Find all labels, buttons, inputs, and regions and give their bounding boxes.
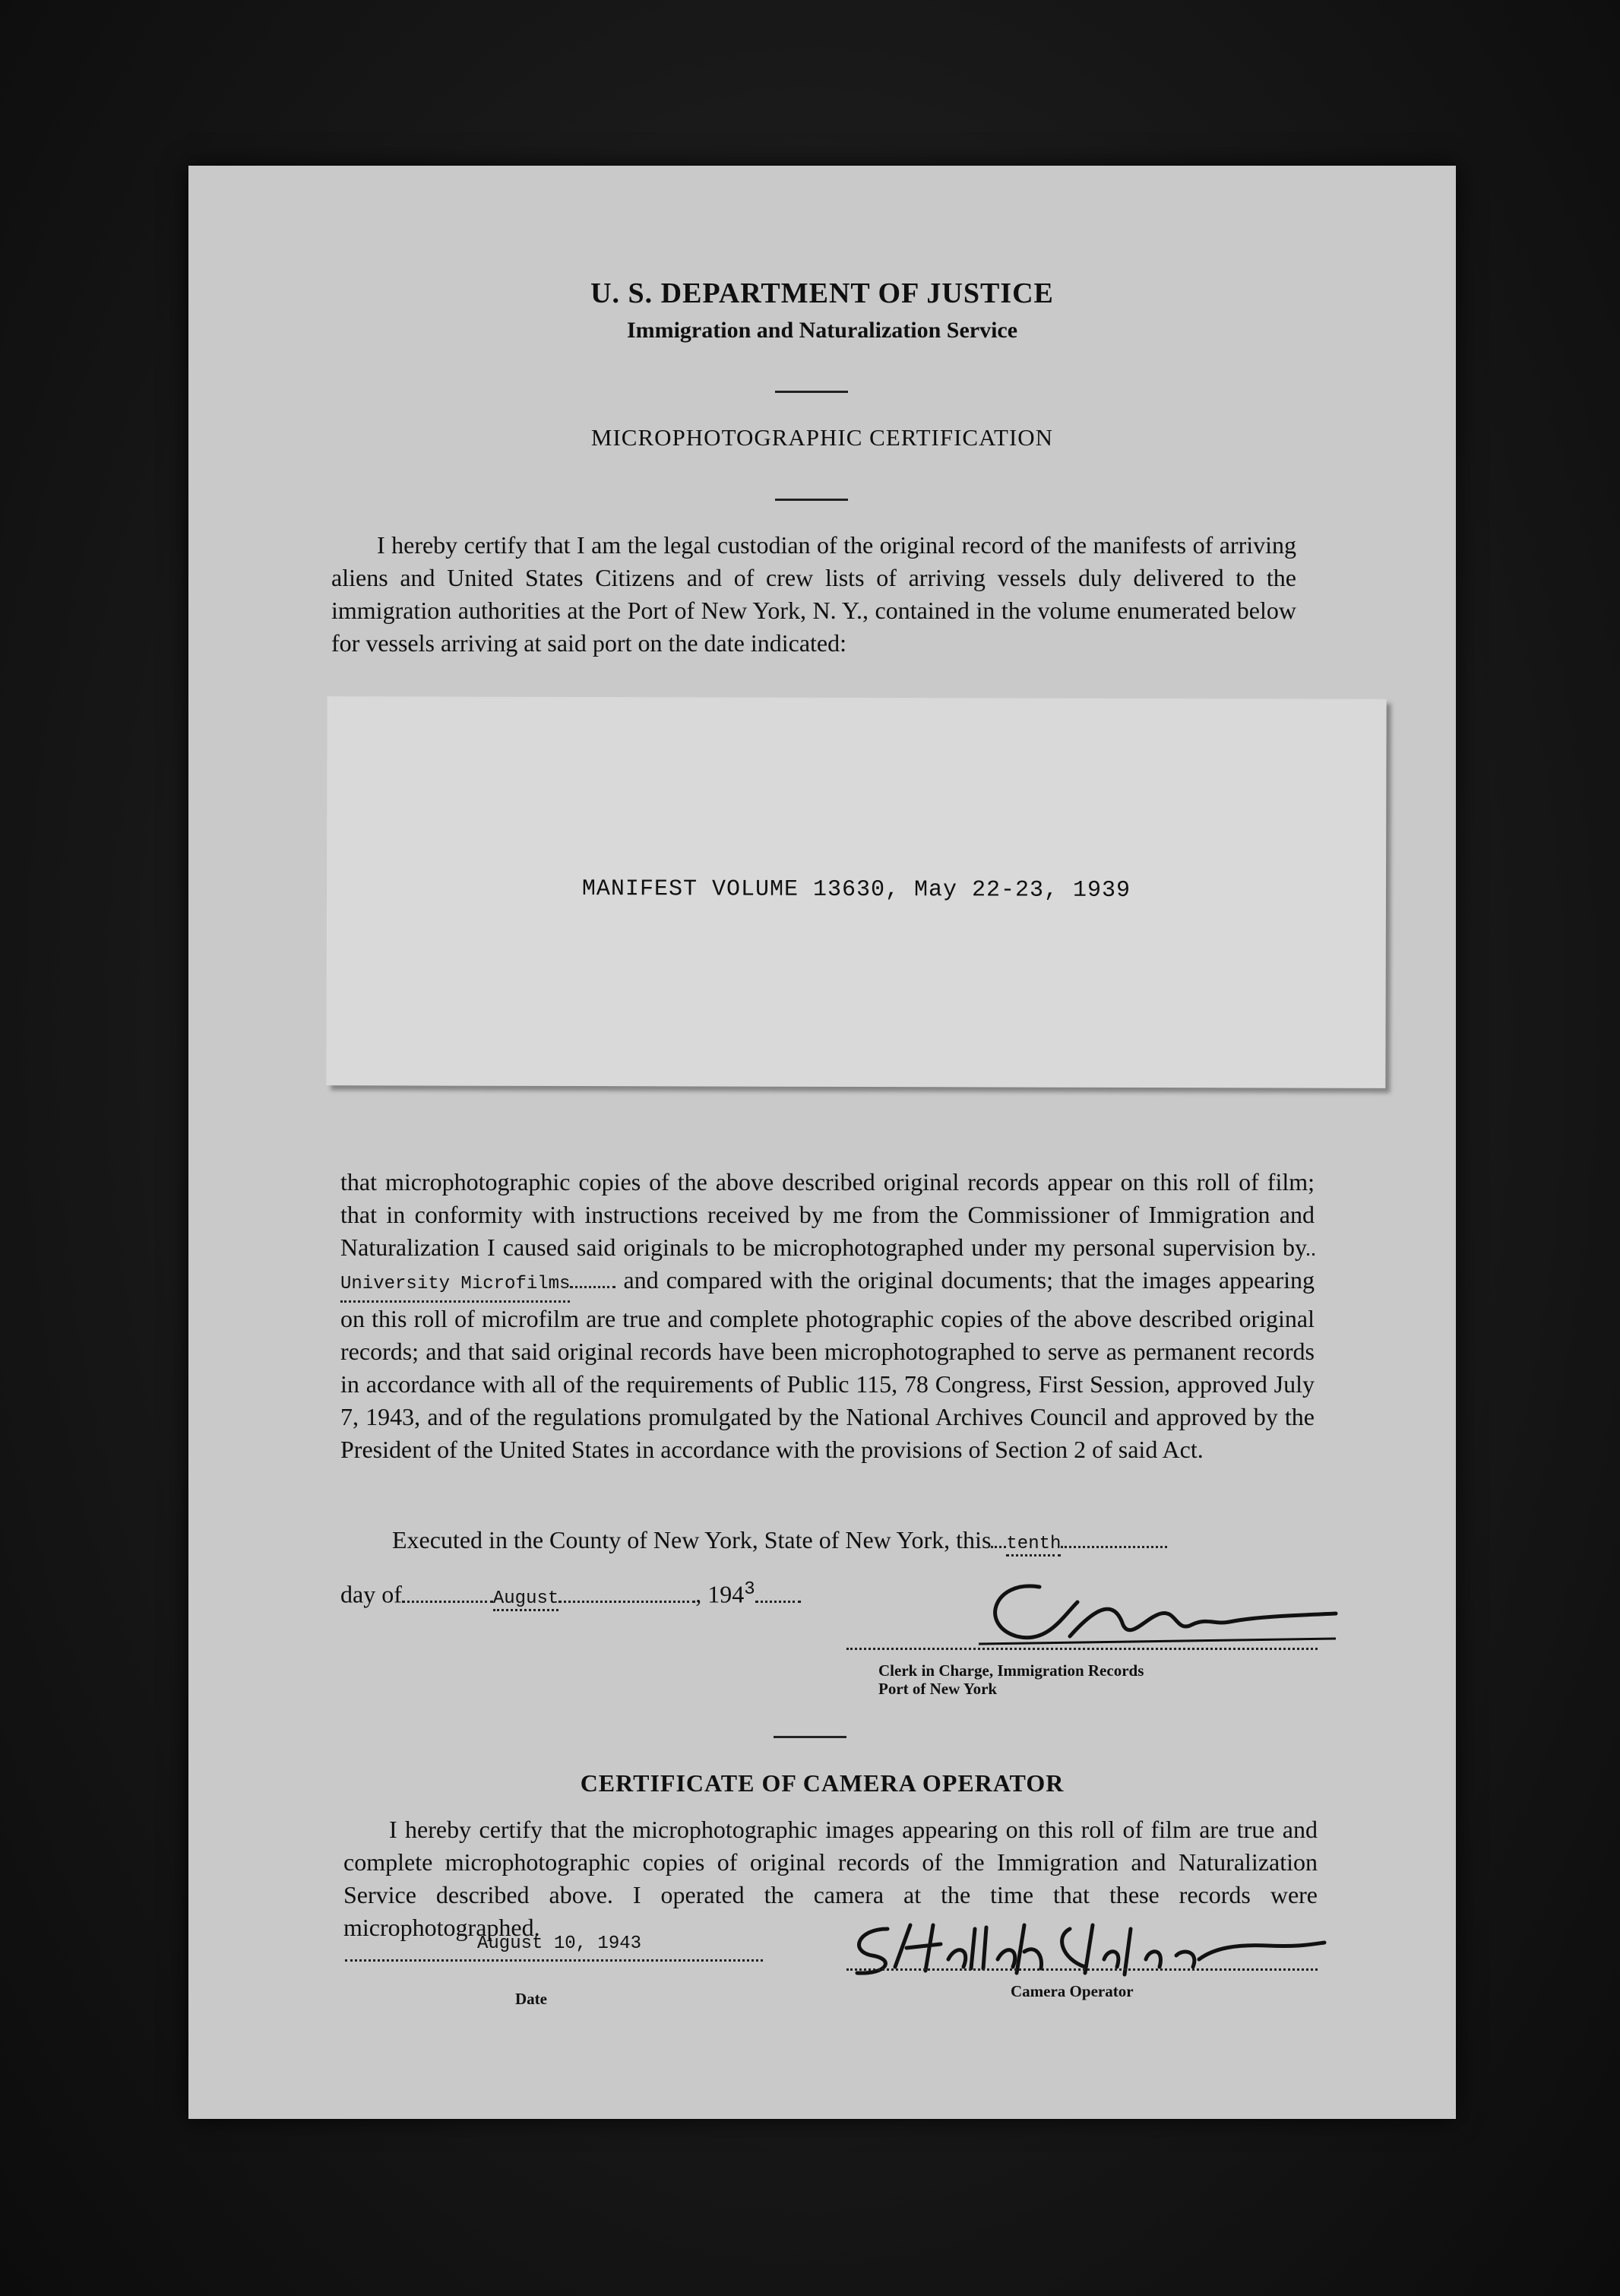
certification-title: MICROPHOTOGRAPHIC CERTIFICATION xyxy=(590,424,1054,451)
clerk-signature xyxy=(948,1572,1343,1655)
service-subtitle: Immigration and Naturalization Service xyxy=(626,318,1018,343)
day-of-line xyxy=(340,1579,801,1611)
intro-paragraph xyxy=(331,529,1296,660)
month-field: August xyxy=(493,1588,558,1611)
camera-operator-line xyxy=(846,1968,1318,1971)
certificate-page xyxy=(188,166,1456,2119)
camera-operator-label: Camera Operator xyxy=(1011,1982,1134,2000)
department-title: U. S. DEPARTMENT OF JUSTICE xyxy=(590,277,1054,309)
supervisor-field: University Microfilms xyxy=(340,1268,570,1303)
clerk-caption xyxy=(878,1661,1144,1698)
camera-text: I hereby certify that the microphotographic images appearing on this roll of film are true and complete microphotographic copies of original records of the Immigration and Naturalization Service described above. I operated the camera at the time that these records were microphotographed. xyxy=(343,1816,1318,1941)
executed-prefix: Executed in the County of New York, State of New York, this xyxy=(392,1526,992,1553)
executed-line xyxy=(392,1526,1319,1557)
intro-text: I hereby certify that I am the legal custodian of the original record of the manifests of arriving aliens and United States Citizens and of crew lists of arriving vessels duly delivered to the immigration authorities at the Port of New York, N. Y., contained in the volume enumerated below for vessels arriving at said port on the date indicated: xyxy=(331,531,1296,657)
clerk-signature-line xyxy=(846,1648,1318,1650)
camera-date-line xyxy=(345,1959,763,1962)
camera-operator-signature xyxy=(842,1914,1328,1982)
clerk-title: Clerk in Charge, Immigration Records xyxy=(878,1661,1144,1680)
day-field: tenth xyxy=(1006,1534,1061,1557)
camera-date-field: August 10, 1943 xyxy=(477,1933,642,1954)
day-of-label: day of xyxy=(340,1580,402,1608)
date-label: Date xyxy=(515,1990,547,2008)
year-digit: 3 xyxy=(744,1579,755,1600)
camera-certificate-title: CERTIFICATE OF CAMERA OPERATOR xyxy=(580,1769,1065,1797)
divider xyxy=(775,391,848,393)
body-text-part2: and compared with the original documents; that the images appearing on this roll of microfilm are true and complete photographic copies of the above described original records; and that said original records have been microphotographed to serve as permanent records in accordance with all of the requirements of Public 115, 78 Congress, First Session, approved July 7, 1943, and of the regulations promulgated by the National Archives Council and approved by the President of the United States in accordance with the provisions of Section 2 of said Act. xyxy=(340,1266,1315,1463)
body-paragraph xyxy=(340,1166,1315,1466)
manifest-slip xyxy=(326,696,1386,1088)
divider xyxy=(775,499,848,501)
body-text-part1: that microphotographic copies of the above described original records appear on this roll of film; that in conformity with instructions received by me from the Commissioner of Immigration and Naturalization I caused said originals to be microphotographed under my personal supervision by xyxy=(340,1168,1315,1261)
manifest-volume-text: MANIFEST VOLUME 13630, May 22-23, 1939 xyxy=(581,876,1131,904)
divider xyxy=(774,1736,846,1738)
clerk-location: Port of New York xyxy=(878,1680,998,1698)
year-prefix: , 194 xyxy=(695,1580,745,1608)
